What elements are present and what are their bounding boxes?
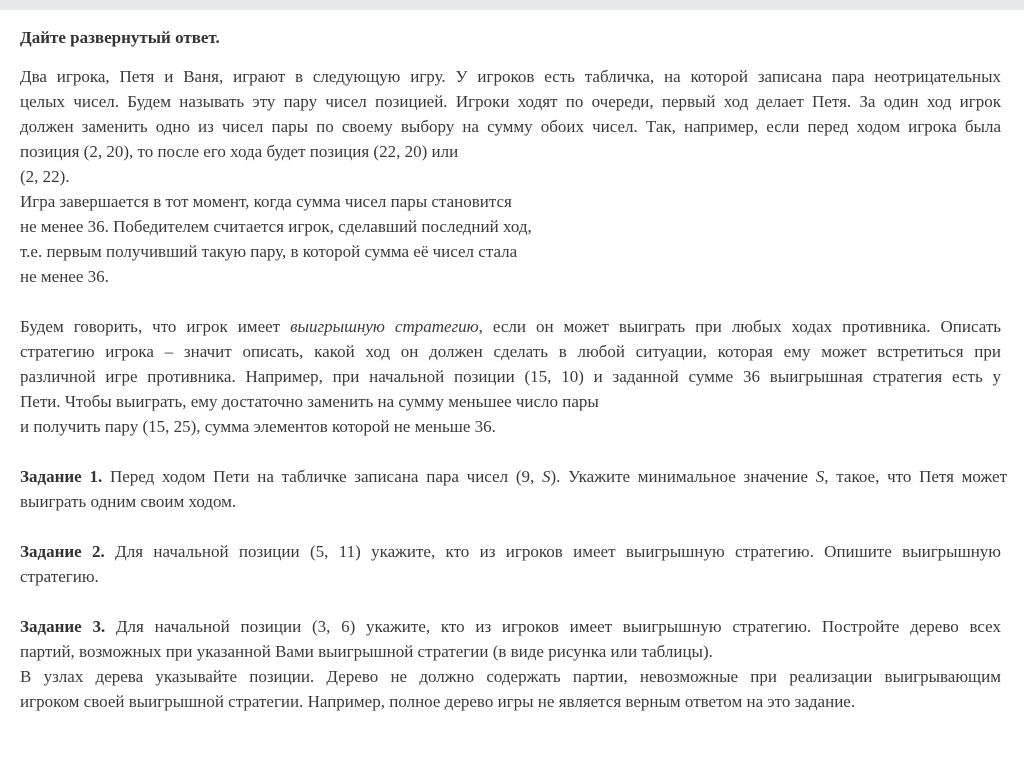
task3-line-2: партий, возможных при указанной Вами выигрышной стратегии (в виде рисунка или таблицы). bbox=[20, 642, 713, 661]
strategy-line-4: Пети. Чтобы выиграть, ему достаточно заменить на сумму меньшее число пары bbox=[20, 392, 599, 411]
intro-line-1: Два игрока, Петя и Ваня, играют в следующую игру. У игроков есть табличка, на которой записана пара неотрицательных bbox=[20, 67, 1001, 86]
task1-line-1: Задание 1. Перед ходом Пети на табличке записана пара чисел (9, S). Укажите минимальное значение S, такое, что Петя может bbox=[20, 467, 1007, 486]
task3-line-3: В узлах дерева указывайте позиции. Дерево не должно содержать партии, невозможные при реализации выигрывающим bbox=[20, 667, 1001, 686]
intro-line-2: целых чисел. Будем называть эту пару чисел позицией. Игроки ходят по очереди, первый ход делает Петя. За один ход игрок bbox=[20, 92, 1001, 111]
task3-label: Задание 3. bbox=[20, 617, 106, 636]
intro-line-3: должен заменить одно из чисел пары по своему выбору на сумму обоих чисел. Так, например, если перед ходом игрока была bbox=[20, 117, 1001, 136]
task3-line-1: Задание 3. Для начальной позиции (3, 6) укажите, кто из игроков имеет выигрышную стратегию. Постройте дерево всех bbox=[20, 617, 1001, 636]
intro-line-9: не менее 36. bbox=[20, 267, 109, 286]
strategy-line-5: и получить пару (15, 25), сумма элементов которой не меньше 36. bbox=[20, 417, 496, 436]
strategy-line-2: стратегию игрока – значит описать, какой ход он должен сделать в любой ситуации, которая ему может встретиться при bbox=[20, 342, 1001, 361]
task-content bbox=[20, 25, 1007, 714]
intro-line-7: не менее 36. Победителем считается игрок, сделавший последний ход, bbox=[20, 217, 532, 236]
intro-line-8: т.е. первым получивший такую пару, в которой сумма её чисел стала bbox=[20, 242, 518, 261]
intro-line-5: (2, 22). bbox=[20, 167, 70, 186]
intro-line-6: Игра завершается в тот момент, когда сумма чисел пары становится bbox=[20, 192, 512, 211]
task1-line-2: выиграть одним своим ходом. bbox=[20, 492, 237, 511]
top-bar bbox=[0, 0, 1024, 10]
task2-label: Задание 2. bbox=[20, 542, 105, 561]
task2-line-2: стратегию. bbox=[20, 567, 99, 586]
task3-line-4: игроком своей выигрышной стратегии. Например, полное дерево игры не является верным ответом на это задание. bbox=[20, 692, 856, 711]
page-title: Дайте развернутый ответ. bbox=[20, 28, 220, 47]
task1-label: Задание 1. bbox=[20, 467, 103, 486]
strategy-line-3: различной игре противника. Например, при начальной позиции (15, 10) и заданной сумме 36 выигрышная стратегия есть у bbox=[20, 367, 1001, 386]
winning-strategy-term: выигрышную стратегию bbox=[290, 317, 479, 336]
strategy-line-1: Будем говорить, что игрок имеет выигрышную стратегию, если он может выиграть при любых ходах противника. Описать bbox=[20, 317, 1002, 336]
intro-line-4: позиция (2, 20), то после его хода будет позиция (22, 20) или bbox=[20, 142, 459, 161]
task2-line-1: Задание 2. Для начальной позиции (5, 11) укажите, кто из игроков имеет выигрышную стратегию. Опишите выигрышную bbox=[20, 542, 1001, 561]
